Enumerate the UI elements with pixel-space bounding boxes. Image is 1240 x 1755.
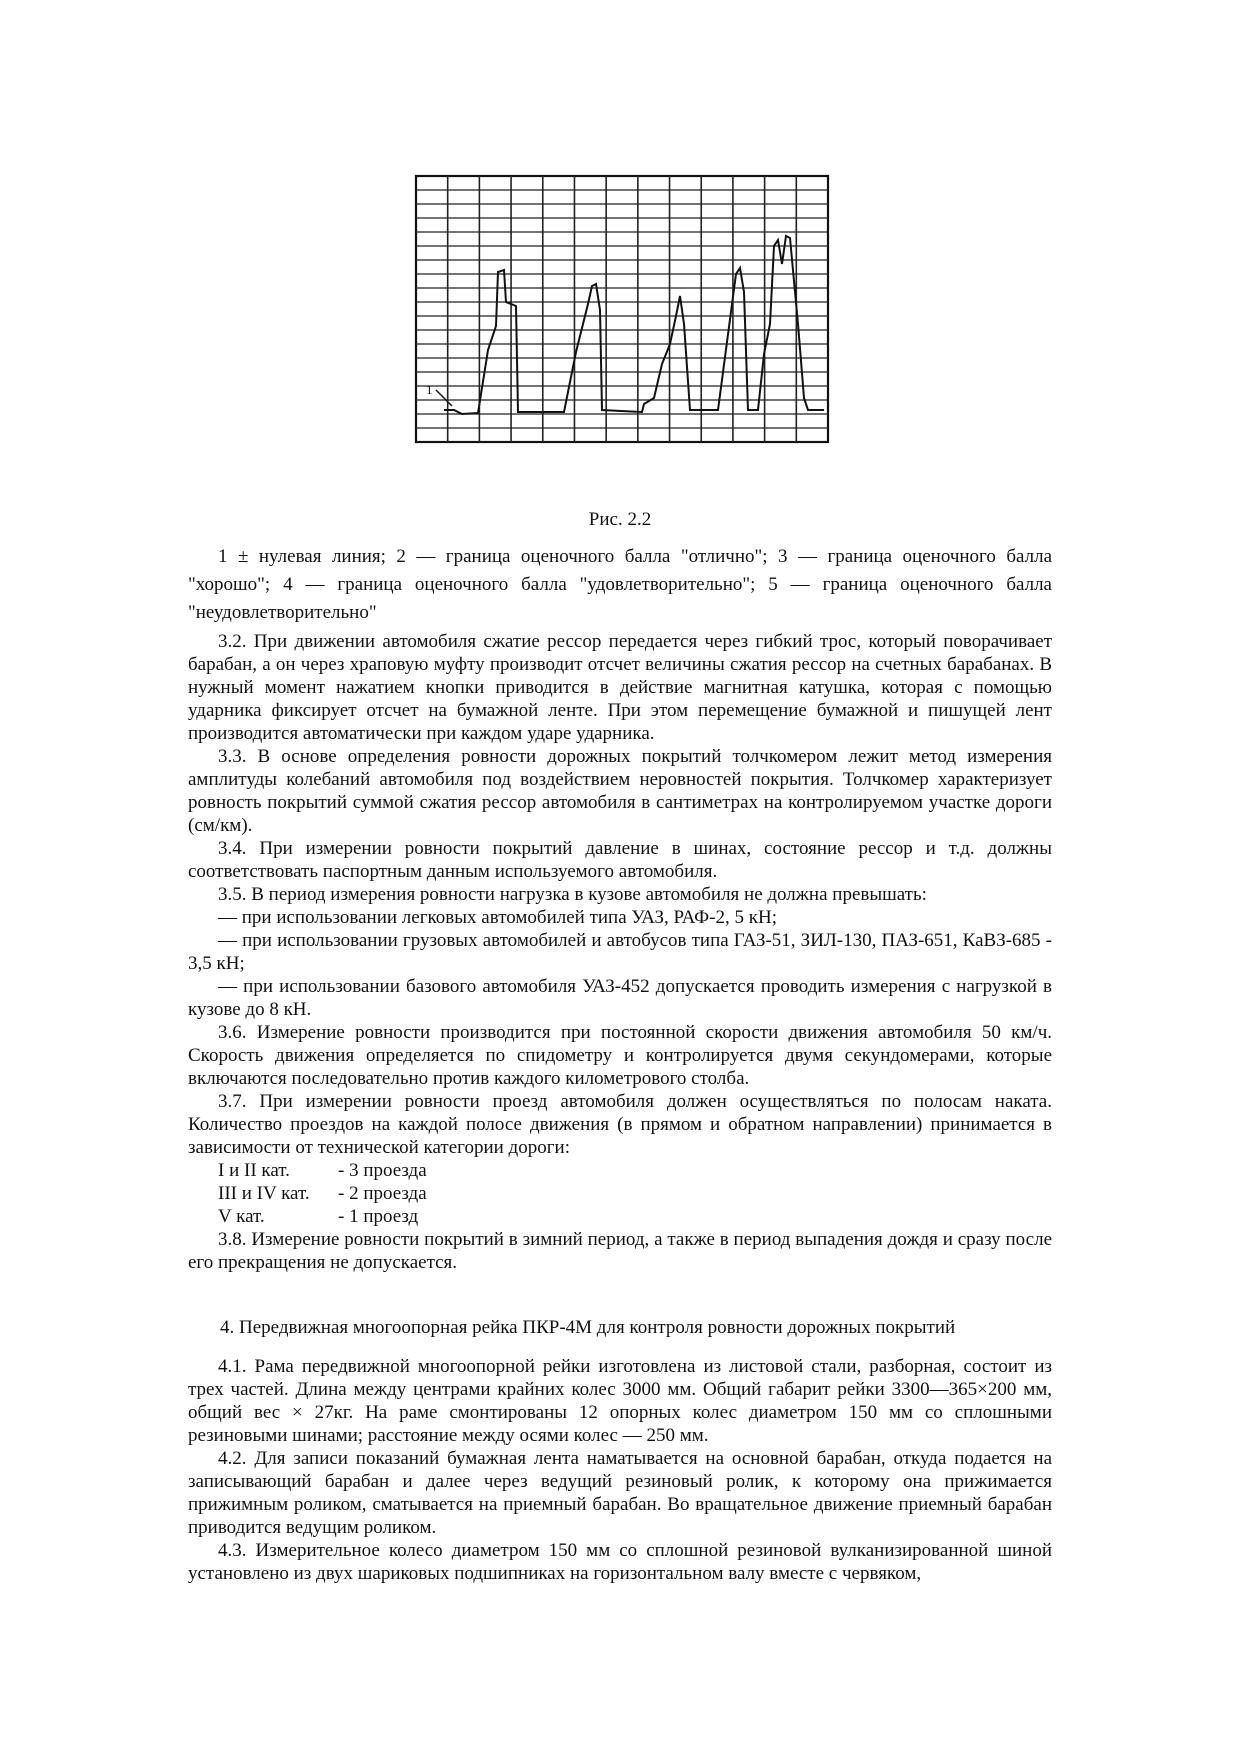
paragraph-4-2: 4.2. Для записи показаний бумажная лента наматывается на основной барабан, откуда подается на записывающий барабан и далее через ведущий резиновый ролик, к которому она прижимается прижимным роликом, сматывается на приемный барабан. Во вращательное движение приемный барабан приводится ведущим роликом. — [188, 1448, 1052, 1538]
section-4-heading: 4. Передвижная многоопорная рейка ПКР-4М для контроля ровности дорожных покрытий — [220, 1317, 956, 1338]
grid-frame — [416, 176, 828, 442]
paragraph-3-3: 3.3. В основе определения ровности дорожных покрытий толчкомером лежит метод измерения амплитуды колебаний автомобиля под воздействием неровностей покрытия. Толчкомер характеризует ровность покрытий суммой сжатия рессор автомобиля в сантиметрах на контролируемом участке дороги (см/км). — [188, 746, 1052, 836]
paragraph-3-8: 3.8. Измерение ровности покрытий в зимний период, а также в период выпадения дождя и сразу после его прекращения не допускается. — [188, 1229, 1052, 1273]
category-name: I и II кат. — [218, 1160, 290, 1181]
load-item-2: — при использовании грузовых автомобилей и автобусов типа ГАЗ-51, ЗИЛ-130, ПАЗ-651, КаВЗ-685 - 3,5 кН; — [188, 930, 1052, 974]
legend-text: 1 ± нулевая линия; 2 — граница оценочного балла "отлично"; 3 — граница оценочного балла "хорошо"; 4 — граница оценочного балла "удовлетворительно"; 5 — граница оценочного балла "неудовлетворительно" — [188, 546, 1052, 623]
category-row — [188, 1182, 1052, 1205]
zero-line-marker-label: 1 — [426, 382, 433, 397]
category-value: - 3 проезда — [338, 1160, 427, 1181]
paragraph-3-7: 3.7. При измерении ровности проезд автомобиля должен осуществляться по полосам наката. Количество проездов на каждой полосе движения (в прямом и обратном направлении) принимается в зависимости от технической категории дороги: — [188, 1091, 1052, 1158]
paragraph-3-2: 3.2. При движении автомобиля сжатие рессор передается через гибкий трос, который поворачивает барабан, а он через храповую муфту производит отсчет величины сжатия рессор на счетных барабанах. В нужный момент нажатием кнопки приводится в действие магнитная катушка, которая с помощью ударника фиксирует отсчет на бумажной ленте. При этом перемещение бумажной и пишущей лент производится автоматически при каждом ударе ударника. — [188, 631, 1052, 744]
paragraph-4-1: 4.1. Рама передвижной многоопорной рейки изготовлена из листовой стали, разборная, состоит из трех частей. Длина между центрами крайних колес 3000 мм. Общий габарит рейки 3300—365×200 мм, общий вес × 27кг. На раме смонтированы 12 опорных колес диаметром 150 мм со сплошными резиновыми шинами; расстояние между осями колес — 250 мм. — [188, 1356, 1052, 1446]
section-3-body — [188, 630, 1052, 1274]
strip-chart-figure — [414, 174, 830, 450]
paragraph-3-5: 3.5. В период измерения ровности нагрузка в кузове автомобиля не должна превышать: — [218, 884, 927, 905]
paragraph-4-3: 4.3. Измерительное колесо диаметром 150 мм со сплошной резиновой вулканизированной шиной установлено из двух шариковых подшипниках на горизонтальном валу вместе с червяком, — [188, 1540, 1052, 1584]
recorder-trace-line — [444, 236, 824, 414]
category-name: V кат. — [218, 1206, 265, 1227]
paragraph-3-6: 3.6. Измерение ровности производится при постоянной скорости движения автомобиля 50 км/ч. Скорость движения определяется по спидометру и контролируется двумя секундомерами, которые включаются последовательно против каждого километрового столба. — [188, 1022, 1052, 1089]
figure-legend — [188, 543, 1052, 627]
marker-leader-line — [436, 390, 452, 406]
load-item-3: — при использовании базового автомобиля УАЗ-452 допускается проводить измерения с нагрузкой в кузове до 8 кН. — [188, 976, 1052, 1020]
figure-caption: Рис. 2.2 — [588, 509, 652, 530]
category-name: III и IV кат. — [218, 1183, 310, 1204]
section-4-body — [188, 1355, 1052, 1585]
category-value: - 2 проезда — [338, 1183, 427, 1204]
category-row — [188, 1205, 1052, 1228]
category-row — [188, 1159, 1052, 1182]
category-value: - 1 проезд — [338, 1206, 419, 1227]
paragraph-3-4: 3.4. При измерении ровности покрытий давление в шинах, состояние рессор и т.д. должны соответствовать паспортным данным используемого автомобиля. — [188, 838, 1052, 882]
category-list — [188, 1159, 1052, 1228]
load-item-1: — при использовании легковых автомобилей типа УАЗ, РАФ-2, 5 кН; — [218, 907, 777, 928]
chart-grid — [416, 176, 828, 442]
